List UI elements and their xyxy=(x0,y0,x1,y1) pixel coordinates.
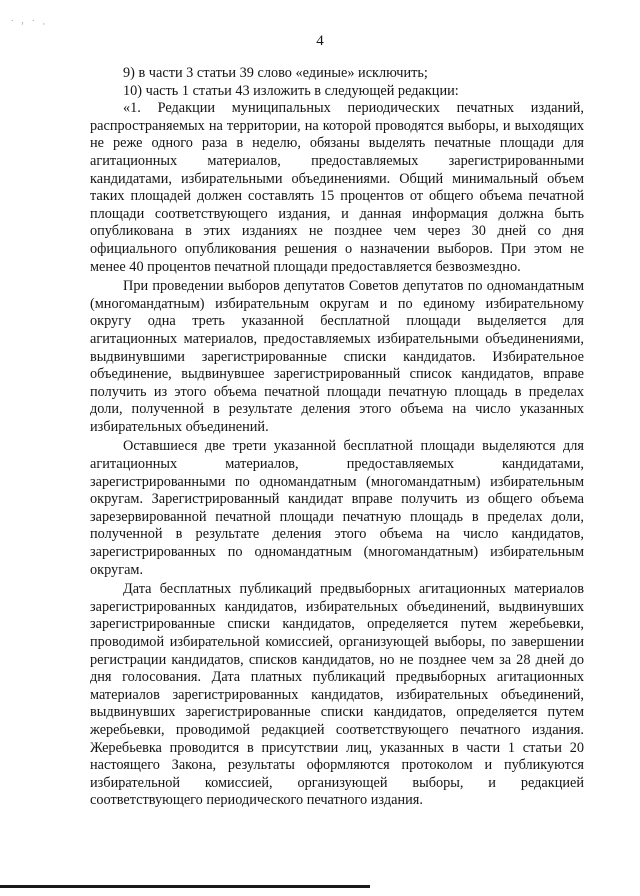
quoted-paragraph-1: «1. Редакции муниципальных периодических печатных изданий, распространяемых на территории, на которой проводятся выборы, и выходящих не реже одного раза в неделю, обязаны выделять печатные площади для агитационных материалов, предоставляемых зарегистрированными кандидатами, избирательными объединениями. Общий минимальный объем таких площадей должен составлять 15 процентов от общего объема печатной площади соответствующего издания, и данная информация должна быть опубликована в этих изданиях не позднее чем через 30 дней со дня официального опубликования решения о назначении выборов. При этом не менее 40 процентов печатной площади предоставляется безвозмездно. xyxy=(90,100,584,275)
document-body xyxy=(90,65,584,810)
paragraph-remaining-two-thirds: Оставшиеся две трети указанной бесплатной площади выделяются для агитационных материалов, предоставляемых кандидатами, зарегистрированными по одномандатным (многомандатным) избирательным округам. Зарегистрированный кандидат вправе получить из общего объема зарезервированной печатной площади печатную площадь в пределах доли, полученной в результате деления этого объема на число кандидатов, зарегистрированных по одномандатным (многомандатным) избирательным округам. xyxy=(90,438,584,578)
list-item-9: 9) в части 3 статьи 39 слово «единые» исключить; xyxy=(123,65,428,81)
list-item-10: 10) часть 1 статьи 43 изложить в следующей редакции: xyxy=(123,82,459,99)
scan-artifact-marks: ˙ ˒ ˙ · xyxy=(10,20,48,30)
page-number: 4 xyxy=(316,33,324,49)
paragraph-deputies-elections: При проведении выборов депутатов Советов депутатов по одномандатным (многомандатным) избирательным округам и по единому избирательному округу одна треть указанной бесплатной площади выделяется для агитационных материалов, предоставляемых избирательными объединениями, выдвинувшими зарегистрированные списки кандидатов. Избирательное объединение, выдвинувшее зарегистрированный список кандидатов, вправе получить из этого объема печатной площади печатную площадь в пределах доли, полученной в результате деления этого объема на число указанных избирательных объединений. xyxy=(90,278,584,435)
scan-bottom-edge xyxy=(0,885,370,888)
paragraph-publication-dates: Дата бесплатных публикаций предвыборных агитационных материалов зарегистрированных кандидатов, избирательных объединений, выдвинувших зарегистрированные списки кандидатов, определяется путем жеребьевки, проводимой избирательной комиссией, организующей выборы, по завершении регистрации кандидатов, списков кандидатов, но не позднее чем за 28 дней до дня голосования. Дата платных публикаций предвыборных агитационных материалов зарегистрированных кандидатов, избирательных объединений, выдвинувших зарегистрированные списки кандидатов, определяется путем жеребьевки, проводимой редакцией соответствующего печатного издания. Жеребьевка проводится в присутствии лиц, указанных в части 1 статьи 20 настоящего Закона, результаты оформляются протоколом и публикуются избирательной комиссией, организующей выборы, и редакцией соответствующего периодического печатного издания. xyxy=(90,581,584,809)
